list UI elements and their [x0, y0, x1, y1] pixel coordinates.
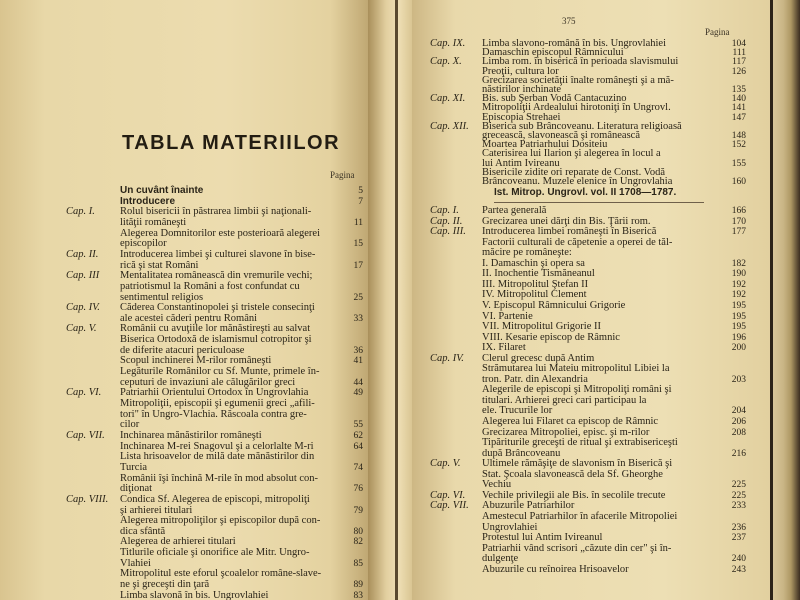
- left-page: [0, 0, 375, 600]
- page-ref: 5: [358, 186, 363, 196]
- page-ref: 192: [731, 290, 746, 301]
- toc-entry: şi arhierei titulari: [120, 504, 193, 516]
- toc-entry: lui Antim Ivireanu: [482, 157, 560, 169]
- toc-entry: cilor: [120, 419, 140, 431]
- page-ref: 182: [731, 258, 746, 269]
- page-ref: 177: [731, 227, 746, 238]
- page-ref: 85: [353, 558, 363, 569]
- page-ref: 11: [353, 217, 363, 228]
- toc-entry: Stat. Şcoala slavonească dela Sf. Gheorghe: [482, 468, 663, 480]
- toc-entry: Introducerea limbei şi culturei slavone în bise-: [120, 248, 316, 260]
- page-ref: 7: [358, 196, 363, 207]
- toc-entry: Limba rom. în biserică în perioada slavismului: [482, 56, 679, 68]
- page-ref: 117: [732, 57, 746, 68]
- page-ref: 41: [353, 356, 363, 367]
- page-ref: 236: [731, 522, 746, 533]
- toc-entry: Abuzurile Patriarhilor: [482, 500, 575, 512]
- toc-entry: I. Damaschin şi opera sa: [482, 257, 585, 269]
- toc-entry: diţionat: [120, 483, 153, 495]
- section-title: Ist. Mitrop. Ungrovl. vol. II 1708—1787.: [494, 187, 677, 198]
- chapter-label: Cap. IV.: [430, 352, 464, 364]
- toc-entry: Patriarhii vând scrisori „căzute din cer" şi în-: [482, 542, 672, 554]
- page-ref: 140: [731, 94, 746, 105]
- toc-entry: IX. Filaret: [482, 342, 526, 354]
- toc-entry: VIII. Kesarie episcop de Râmnic: [482, 331, 620, 343]
- toc-entry: ele. Trucurile lor: [482, 405, 553, 417]
- page-ref: 83: [353, 590, 363, 600]
- toc-entry: Un cuvânt înainte: [120, 185, 204, 196]
- toc-entry: IV. Mitropolitul Clement: [482, 289, 587, 301]
- toc-entry: tori" în Ungro-Vlachia. Răscoala contra gre-: [120, 408, 307, 420]
- page-ref: 25: [353, 292, 363, 303]
- page-ref: 233: [731, 501, 746, 512]
- page-ref: 148: [731, 131, 746, 141]
- toc-entry: Biserica sub Brâncoveanu. Literatura religioasă: [482, 120, 682, 132]
- page-ref: 225: [731, 490, 746, 501]
- toc-entry: Lista hrisoavelor de milă date mănăstirilor din: [120, 451, 315, 463]
- page-ref: 74: [353, 462, 363, 473]
- toc-entry: ceputuri de invaziuni ale călugărilor greci: [120, 376, 296, 388]
- toc-entry: sentimentul religios: [120, 291, 204, 303]
- chapter-label: Cap. III.: [430, 226, 466, 238]
- page-ref: 237: [731, 533, 746, 544]
- page-ref: 240: [731, 554, 746, 565]
- toc-entry: Bisericile zidite ori reparate de Const. Vodă: [482, 166, 666, 178]
- toc-entry: Clerul grecesc după Antim: [482, 352, 595, 364]
- page-ref: 166: [731, 206, 746, 216]
- right-page: [412, 0, 772, 600]
- toc-entry: VII. Mitropolitul Grigorie II: [482, 321, 601, 333]
- chapter-label: Cap. X.: [430, 56, 462, 68]
- toc-entry: Limba slavonă în bis. Ungrovlahiei: [120, 589, 269, 600]
- chapter-label: Cap. I.: [430, 205, 459, 216]
- chapter-label: Cap. XI.: [430, 93, 466, 105]
- toc-entry: Vechiu: [482, 479, 512, 491]
- page-ref: 190: [731, 269, 746, 280]
- page-ref: 62: [353, 430, 363, 441]
- toc-entry: Ultimele rămăşiţe de slavonism în Biserică şi: [482, 458, 673, 470]
- toc-entry: III. Mitropolitul Ştefan II: [482, 278, 589, 290]
- chapter-label: Cap. VII.: [430, 500, 469, 512]
- toc-entry: Vechile privilegii ale Bis. în secolile trecute: [482, 489, 666, 501]
- page-ref: 204: [731, 406, 746, 417]
- toc-entry: năstirilor inchinate: [482, 84, 562, 95]
- chapter-label: Cap. VII.: [66, 429, 105, 441]
- chapter-label: Cap. VI.: [66, 387, 102, 399]
- page-ref: 15: [353, 239, 363, 250]
- chapter-label: Cap. II.: [66, 248, 99, 260]
- edge-shadow: [770, 0, 773, 600]
- toc-entry: Preoţii, cultura lor: [482, 65, 559, 77]
- page-ref: 55: [353, 420, 363, 431]
- page-ref: 192: [731, 279, 746, 290]
- chapter-label: Cap. II.: [430, 215, 463, 227]
- toc-entry: Tipăriturile greceşti de ritual şi extrabisericeşti: [482, 437, 678, 449]
- toc-entry: Românii îşi închină M-rile în mod absolut con-: [120, 472, 319, 484]
- page-number: 375: [562, 16, 576, 26]
- chapter-label: Cap. IV.: [66, 302, 100, 314]
- pagina-header: Pagina: [705, 27, 730, 37]
- chapter-label: Cap. V.: [430, 458, 461, 470]
- toc-entry: Vlahiei: [120, 557, 151, 569]
- pagina-header: Pagina: [330, 170, 355, 180]
- page-ref: 196: [731, 332, 746, 343]
- chapter-label: Cap. IX.: [430, 38, 466, 49]
- toc-entry: Grecizarea societăţii înalte româneşti şi a mă-: [482, 74, 674, 86]
- toc-entry: Brâncoveanu. Muzele elenice în Ungrovlahia: [482, 176, 673, 187]
- toc-entry: Rolul bisericii în păstrarea limbii şi naţionali-: [120, 206, 312, 218]
- page-ref: 89: [353, 580, 363, 591]
- toc-entry: Condica Sf. Alegerea de episcopi, mitropoliţi: [120, 493, 310, 505]
- page-ref: 49: [353, 388, 363, 399]
- toc-entry: Strămutarea lui Mateiu mitropolitul Libiei la: [482, 363, 670, 375]
- toc-entry: Introducere: [120, 195, 176, 207]
- toc-entry: Mitropolitul este eforul şcoalelor române-slave-: [120, 568, 322, 580]
- toc-entry: Românii cu avuţiile lor mănăstireşti au salvat: [120, 323, 311, 335]
- page-ref: 44: [353, 377, 363, 388]
- page-ref: 208: [731, 427, 746, 438]
- page-ref: 206: [731, 417, 746, 427]
- page-ref: 141: [731, 103, 746, 114]
- toc-entry: Abuzurile cu reînoirea Hrisoavelor: [482, 563, 629, 575]
- page-ref: 76: [353, 484, 363, 495]
- page-ref: 160: [731, 177, 746, 187]
- page-ref: 170: [731, 216, 746, 227]
- toc-entry: Partea generală: [482, 205, 547, 216]
- page-ref: 104: [731, 39, 746, 49]
- toc-entry: ale acestei căderi pentru Români: [120, 312, 258, 324]
- toc-entry: episcopilor: [120, 238, 167, 250]
- toc-entry: titulari. Arhierei greci cari participau la: [482, 394, 647, 406]
- toc-entry: Inchinarea M-rei Snagovul şi a celorlalte M-ri: [120, 440, 314, 452]
- page-ref: 64: [353, 441, 363, 452]
- toc-entry: Mitropoliţii Ardealului hirotoniţi în Ungrovl.: [482, 102, 671, 114]
- chapter-label: Cap. VIII.: [66, 493, 109, 505]
- page-title: TABLA MATERIILOR: [122, 132, 341, 154]
- toc-entry: Introducerea limbei româneşti în Biserică: [482, 226, 657, 238]
- toc-entry: Episcopia Strehaei: [482, 111, 561, 123]
- toc-entry: după Brâncoveanu: [482, 447, 561, 459]
- toc-entry: Inchinarea mănăstirilor româneşti: [120, 429, 262, 441]
- page-ref: 147: [731, 112, 746, 123]
- toc-entry: Titlurile oficiale şi onorifice ale Mitr. Ungro-: [120, 547, 310, 559]
- toc-entry: Factorii culturali de căpetenie a operei de tăl-: [482, 236, 673, 248]
- page-ref: 155: [731, 158, 746, 169]
- toc-entry: Alegerea de arhierei titulari: [120, 536, 236, 548]
- toc-entry: grecească, slavonească şi românească: [482, 130, 640, 141]
- toc-entry: tron. Patr. din Alexandria: [482, 373, 588, 385]
- toc-entry: dica sfântă: [120, 525, 166, 537]
- page-ref: 17: [353, 260, 363, 271]
- toc-entry: Caterisirea lui Ilarion şi alegerea în locul a: [482, 148, 661, 160]
- toc-entry: Protestul lui Antim Ivireanul: [482, 532, 603, 544]
- gutter-fold: [395, 0, 398, 600]
- toc-entry: rică şi stat Români: [120, 259, 199, 271]
- toc-entry: măcire pe româneşte:: [482, 247, 572, 259]
- toc-entry: VI. Partenie: [482, 310, 533, 322]
- page-ref: 36: [353, 345, 363, 356]
- page-ref: 243: [731, 564, 746, 575]
- page-ref: 135: [731, 85, 746, 95]
- toc-entry: Limba slavono-română în bis. Ungrovlahiei: [482, 38, 667, 49]
- toc-entry: Ungrovlahiei: [482, 521, 538, 533]
- toc-entry: Scopul inchinerei M-rilor româneşti: [120, 355, 272, 367]
- toc-entry: Moartea Patriarhului Dositeiu: [482, 139, 608, 151]
- toc-entry: V. Episcopul Râmnicului Grigorie: [482, 299, 626, 311]
- toc-entry: Mitropoliţii, episcopii şi egumenii greci „afili-: [120, 398, 315, 409]
- page-ref: 200: [731, 343, 746, 354]
- toc-entry: Căderea Constantinopolei şi tristele consecinţi: [120, 302, 315, 314]
- chapter-label: Cap. III: [66, 270, 100, 282]
- toc-entry: de diferite atacuri periculoase: [120, 344, 245, 356]
- toc-entry: II. Inochentie Tismăneanul: [482, 268, 595, 280]
- page-ref: 33: [353, 313, 363, 324]
- page-ref: 111: [732, 48, 746, 59]
- toc-entry: Alegerea Domnitorilor este posterioară alegerei: [120, 227, 320, 239]
- toc-entry: Grecizarea Mitropoliei, episc. şi m-rilor: [482, 426, 650, 438]
- toc-entry: Alegerile de episcopi şi Mitropoliţi români şi: [482, 384, 672, 396]
- toc-entry: Damaschin episcopul Râmnicului: [482, 47, 624, 59]
- toc-entry: Grecizarea unei dărţi din Bis. Ţării rom.: [482, 215, 651, 227]
- toc-entry: lităţii româneşti: [120, 216, 187, 228]
- chapter-label: Cap. VI.: [430, 489, 466, 501]
- page-ref: 79: [353, 505, 363, 516]
- page-ref: 195: [731, 322, 746, 333]
- toc-entry: Amestecul Patriarhilor în afacerile Mitropoliei: [482, 510, 678, 522]
- toc-entry: Bis. sub Şerban Vodă Cantacuzino: [482, 93, 627, 105]
- page-edges: [770, 0, 800, 600]
- toc-entry: Alegerea mitropoliţilor şi episcopilor după con-: [120, 515, 321, 527]
- page-ref: 82: [353, 537, 363, 548]
- toc-entry: Alegerea lui Filaret ca episcop de Râmnic: [482, 416, 659, 427]
- toc-entry: patriotismul la Români a fost confundat cu: [120, 280, 300, 292]
- toc-entry: Legăturile Românilor cu Sf. Munte, primele în-: [120, 366, 320, 378]
- page-ref: 203: [731, 374, 746, 385]
- page-ref: 216: [731, 448, 746, 459]
- page-ref: 195: [731, 300, 746, 311]
- page-ref: 195: [731, 311, 746, 322]
- chapter-label: Cap. V.: [66, 323, 97, 335]
- page-ref: 225: [731, 480, 746, 491]
- chapter-label: Cap. XII.: [430, 120, 469, 132]
- section-rule: [494, 202, 704, 203]
- chapter-label: Cap. I.: [66, 206, 95, 218]
- toc-entry: Mentalitatea românească din vremurile vechi;: [120, 270, 313, 282]
- toc-entry: Patriarhii Orientului Ortodox în Ungrovlahia: [120, 387, 309, 399]
- toc-entry: ne şi greceşti din ţară: [120, 579, 210, 591]
- toc-entry: Biserica Ortodoxă de islamismul cotropitor şi: [120, 334, 312, 346]
- page-ref: 152: [731, 140, 746, 151]
- page-ref: 126: [731, 66, 746, 77]
- toc-entry: Turcia: [120, 461, 148, 473]
- toc-entry: dulgenţe: [482, 553, 519, 565]
- page-ref: 80: [353, 526, 363, 537]
